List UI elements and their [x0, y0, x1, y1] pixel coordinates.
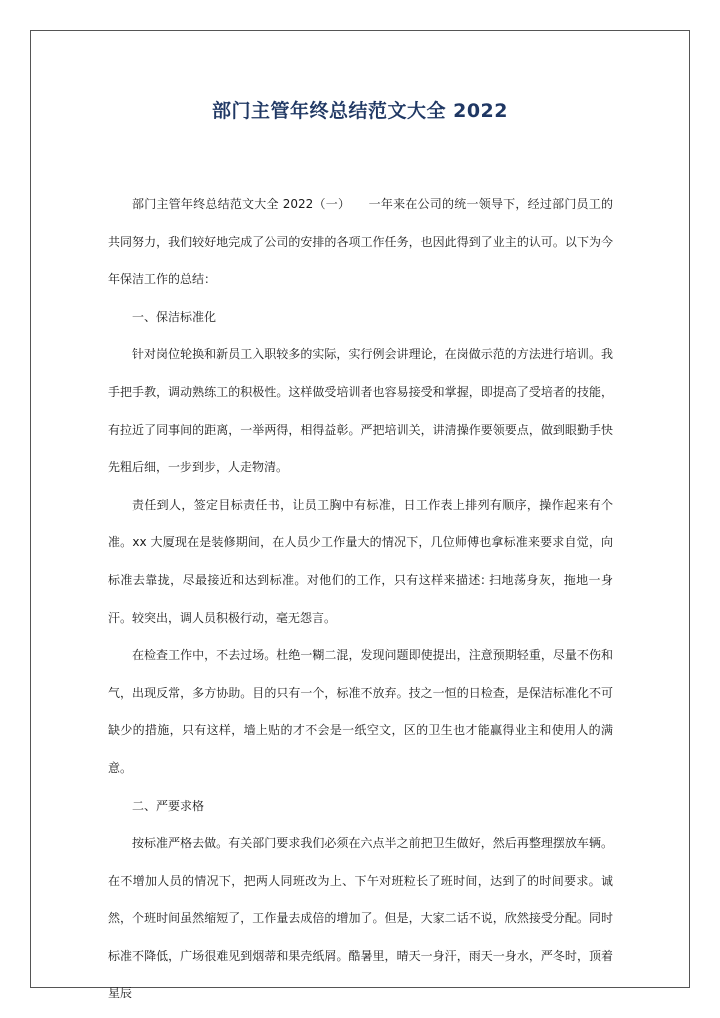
paragraph: 针对岗位轮换和新员工入职较多的实际，实行例会讲理论，在岗做示范的方法进行培训。我手把手教，调动熟练工的积极性。这样做受培训者也容易接受和掌握，即提高了受培者的技能，有拉近了同事间的距离，一举两得，相得益彰。严把培训关，讲清操作要领要点，做到眼勤手快先粗后细，一步到步，人走物清。 — [108, 347, 613, 475]
paragraph: 责任到人，签定目标责任书，让员工胸中有标准，日工作表上排列有顺序，操作起来有个准。xx 大厦现在是装修期间，在人员少工作量大的情况下，几位师傅也拿标准来要求自觉，向标准去靠拢，尽最接近和达到标准。对他们的工作，只有这样来描述: 扫地荡身灰，拖地一身汗。较突出，调人员积极行动，毫无怨言。 — [108, 497, 613, 625]
document-title: 部门主管年终总结范文大全 2022 — [212, 100, 508, 122]
paragraph-intro: 部门主管年终总结范文大全 2022（一） 一年来在公司的统一领导下，经过部门员工的共同努力，我们较好地完成了公司的安排的各项工作任务，也因此得到了业主的认可。以下为今年保洁工作的总结： — [108, 197, 613, 287]
section-heading-1: 一、保洁标准化 — [132, 309, 217, 324]
document-body — [108, 186, 613, 1013]
section-heading-2: 二、严要求格 — [132, 798, 205, 813]
paragraph: 按标准严格去做。有关部门要求我们必须在六点半之前把卫生做好，然后再整理摆放车辆。在不增加人员的情况下，把两人同班改为上、下午对班粒长了班时间，达到了的时间要求。诚然，个班时间虽然缩短了，工作量去成倍的增加了。但是，大家二话不说，欣然接受分配。同时标准不降低，广场很难见到烟蒂和果壳纸屑。酷暑里，晴天一身汗，雨天一身水，严冬时，顶着星辰 — [108, 836, 613, 1001]
paragraph: 在检查工作中，不去过场。杜绝一糊二混，发现问题即使提出，注意预期轻重，尽量不伤和气，出现反常，多方协助。目的只有一个，标准不放弃。技之一恒的日检查，是保洁标准化不可缺少的措施，只有这样，墙上贴的才不会是一纸空文，区的卫生也才能赢得业主和使用人的满意。 — [108, 648, 613, 775]
